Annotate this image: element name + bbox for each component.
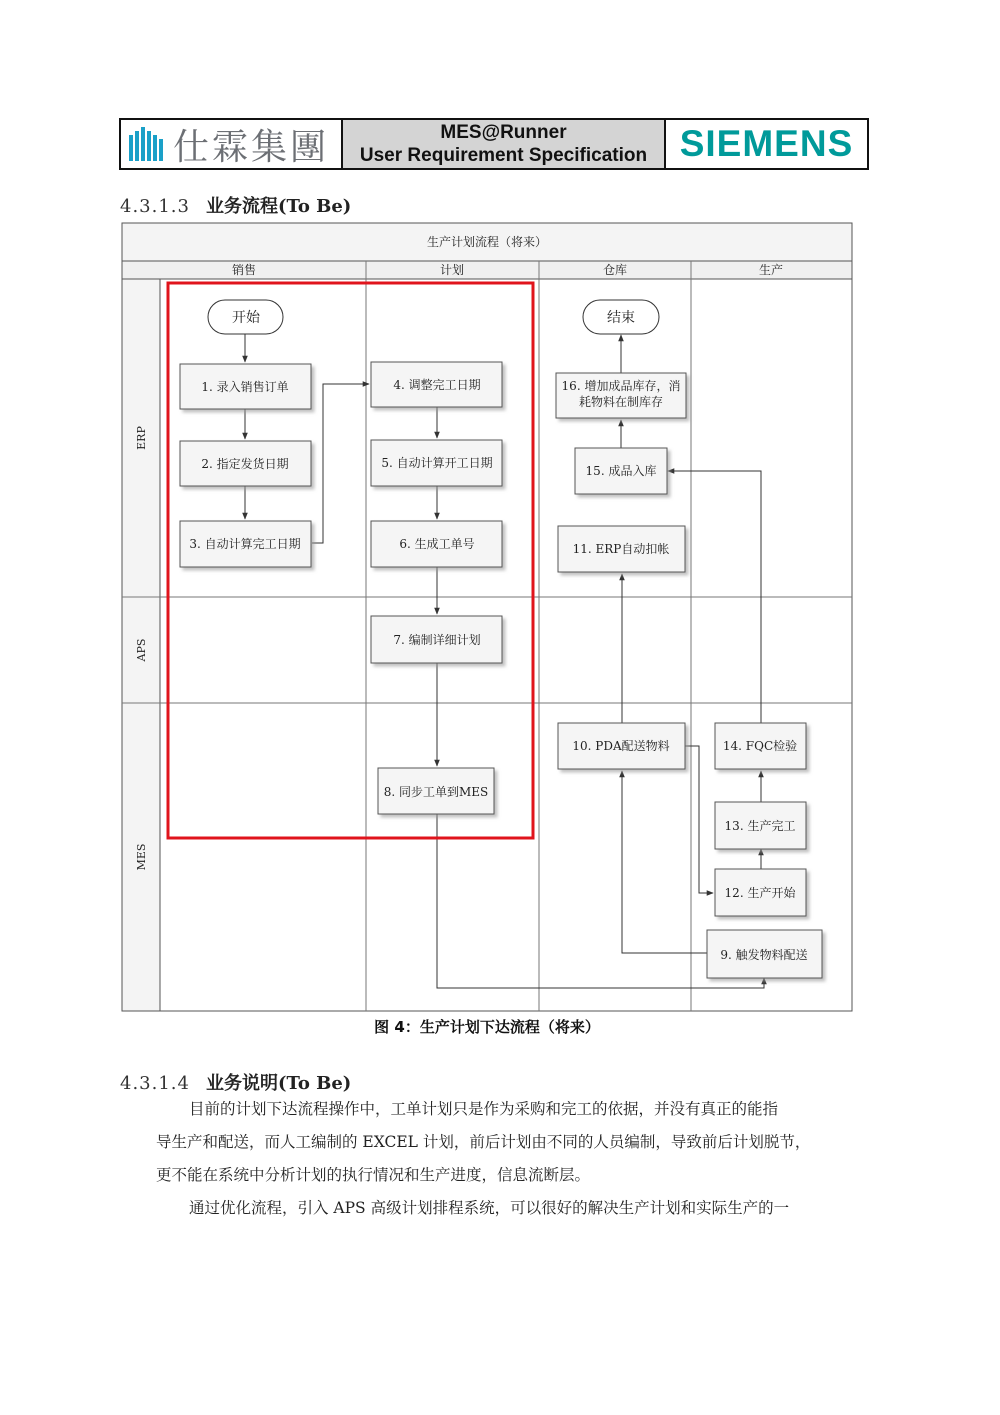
start-label: 开始 (232, 310, 260, 326)
process-label-4: 4. 调整完工日期 (393, 378, 481, 392)
diagram-title: 生产计划流程（将来） (426, 235, 548, 249)
row-label-aps: APS (135, 638, 148, 662)
row-label-erp: ERP (135, 426, 148, 450)
lane-label-sales: 销售 (231, 263, 257, 277)
process-label-14: 14. FQC检验 (722, 739, 798, 753)
paragraph-line: 导生产和配送，而人工编制的 EXCEL 计划，前后计划由不同的人员编制，导致前后计划脱节， (156, 1133, 811, 1151)
lane-label-production: 生产 (758, 263, 784, 277)
process-label-2: 2. 指定发货日期 (201, 457, 289, 471)
process-label-9: 9. 触发物料配送 (720, 948, 808, 962)
process-label-10: 10. PDA配送物料 (572, 739, 670, 753)
process-label-12: 12. 生产开始 (724, 886, 796, 900)
lane-label-warehouse: 仓库 (602, 263, 628, 277)
process-label-7: 7. 编制详细计划 (393, 633, 481, 647)
figure-caption: 图 4：生产计划下达流程（将来） (374, 1018, 600, 1036)
process-label-6: 6. 生成工单号 (399, 537, 475, 551)
section-number: 4.3.1.3 (120, 196, 190, 217)
process-label-11: 11. ERP自动扣帐 (572, 542, 670, 556)
process-label-16-line1: 16. 增加成品库存，消 (561, 379, 681, 393)
process-label-8: 8. 同步工单到MES (383, 785, 489, 799)
product-name: MES@Runner (440, 122, 567, 143)
company-logo-text: 仕霖集團 (173, 126, 330, 168)
section-number: 4.3.1.4 (120, 1073, 190, 1094)
row-label-mes: MES (135, 843, 148, 871)
paragraph-current-state (156, 1093, 876, 1225)
siemens-logo: SIEMENS (679, 123, 854, 164)
process-label-16-line2: 耗物料在制库存 (578, 395, 664, 409)
process-label-15: 15. 成品入库 (585, 464, 657, 478)
paragraph-line: 通过优化流程，引入 APS 高级计划排程系统，可以很好的解决生产计划和实际生产的一 (189, 1199, 790, 1217)
process-label-5: 5. 自动计算开工日期 (381, 456, 493, 470)
end-label: 结束 (607, 310, 635, 326)
section-heading-description (120, 1069, 351, 1095)
process-label-3: 3. 自动计算完工日期 (189, 537, 301, 551)
process-label-13: 13. 生产完工 (724, 819, 796, 833)
lane-label-planning: 计划 (439, 263, 465, 277)
paragraph-line: 更不能在系统中分析计划的执行情况和生产进度，信息流断层。 (156, 1166, 591, 1184)
document-type: User Requirement Specification (359, 145, 648, 166)
section-title: 业务说明(To Be) (205, 1073, 352, 1094)
process-label-1: 1. 录入销售订单 (201, 380, 289, 394)
section-title: 业务流程(To Be) (205, 196, 352, 217)
paragraph-line: 目前的计划下达流程操作中，工单计划只是作为采购和完工的依据，并没有真正的能指 (189, 1100, 779, 1118)
